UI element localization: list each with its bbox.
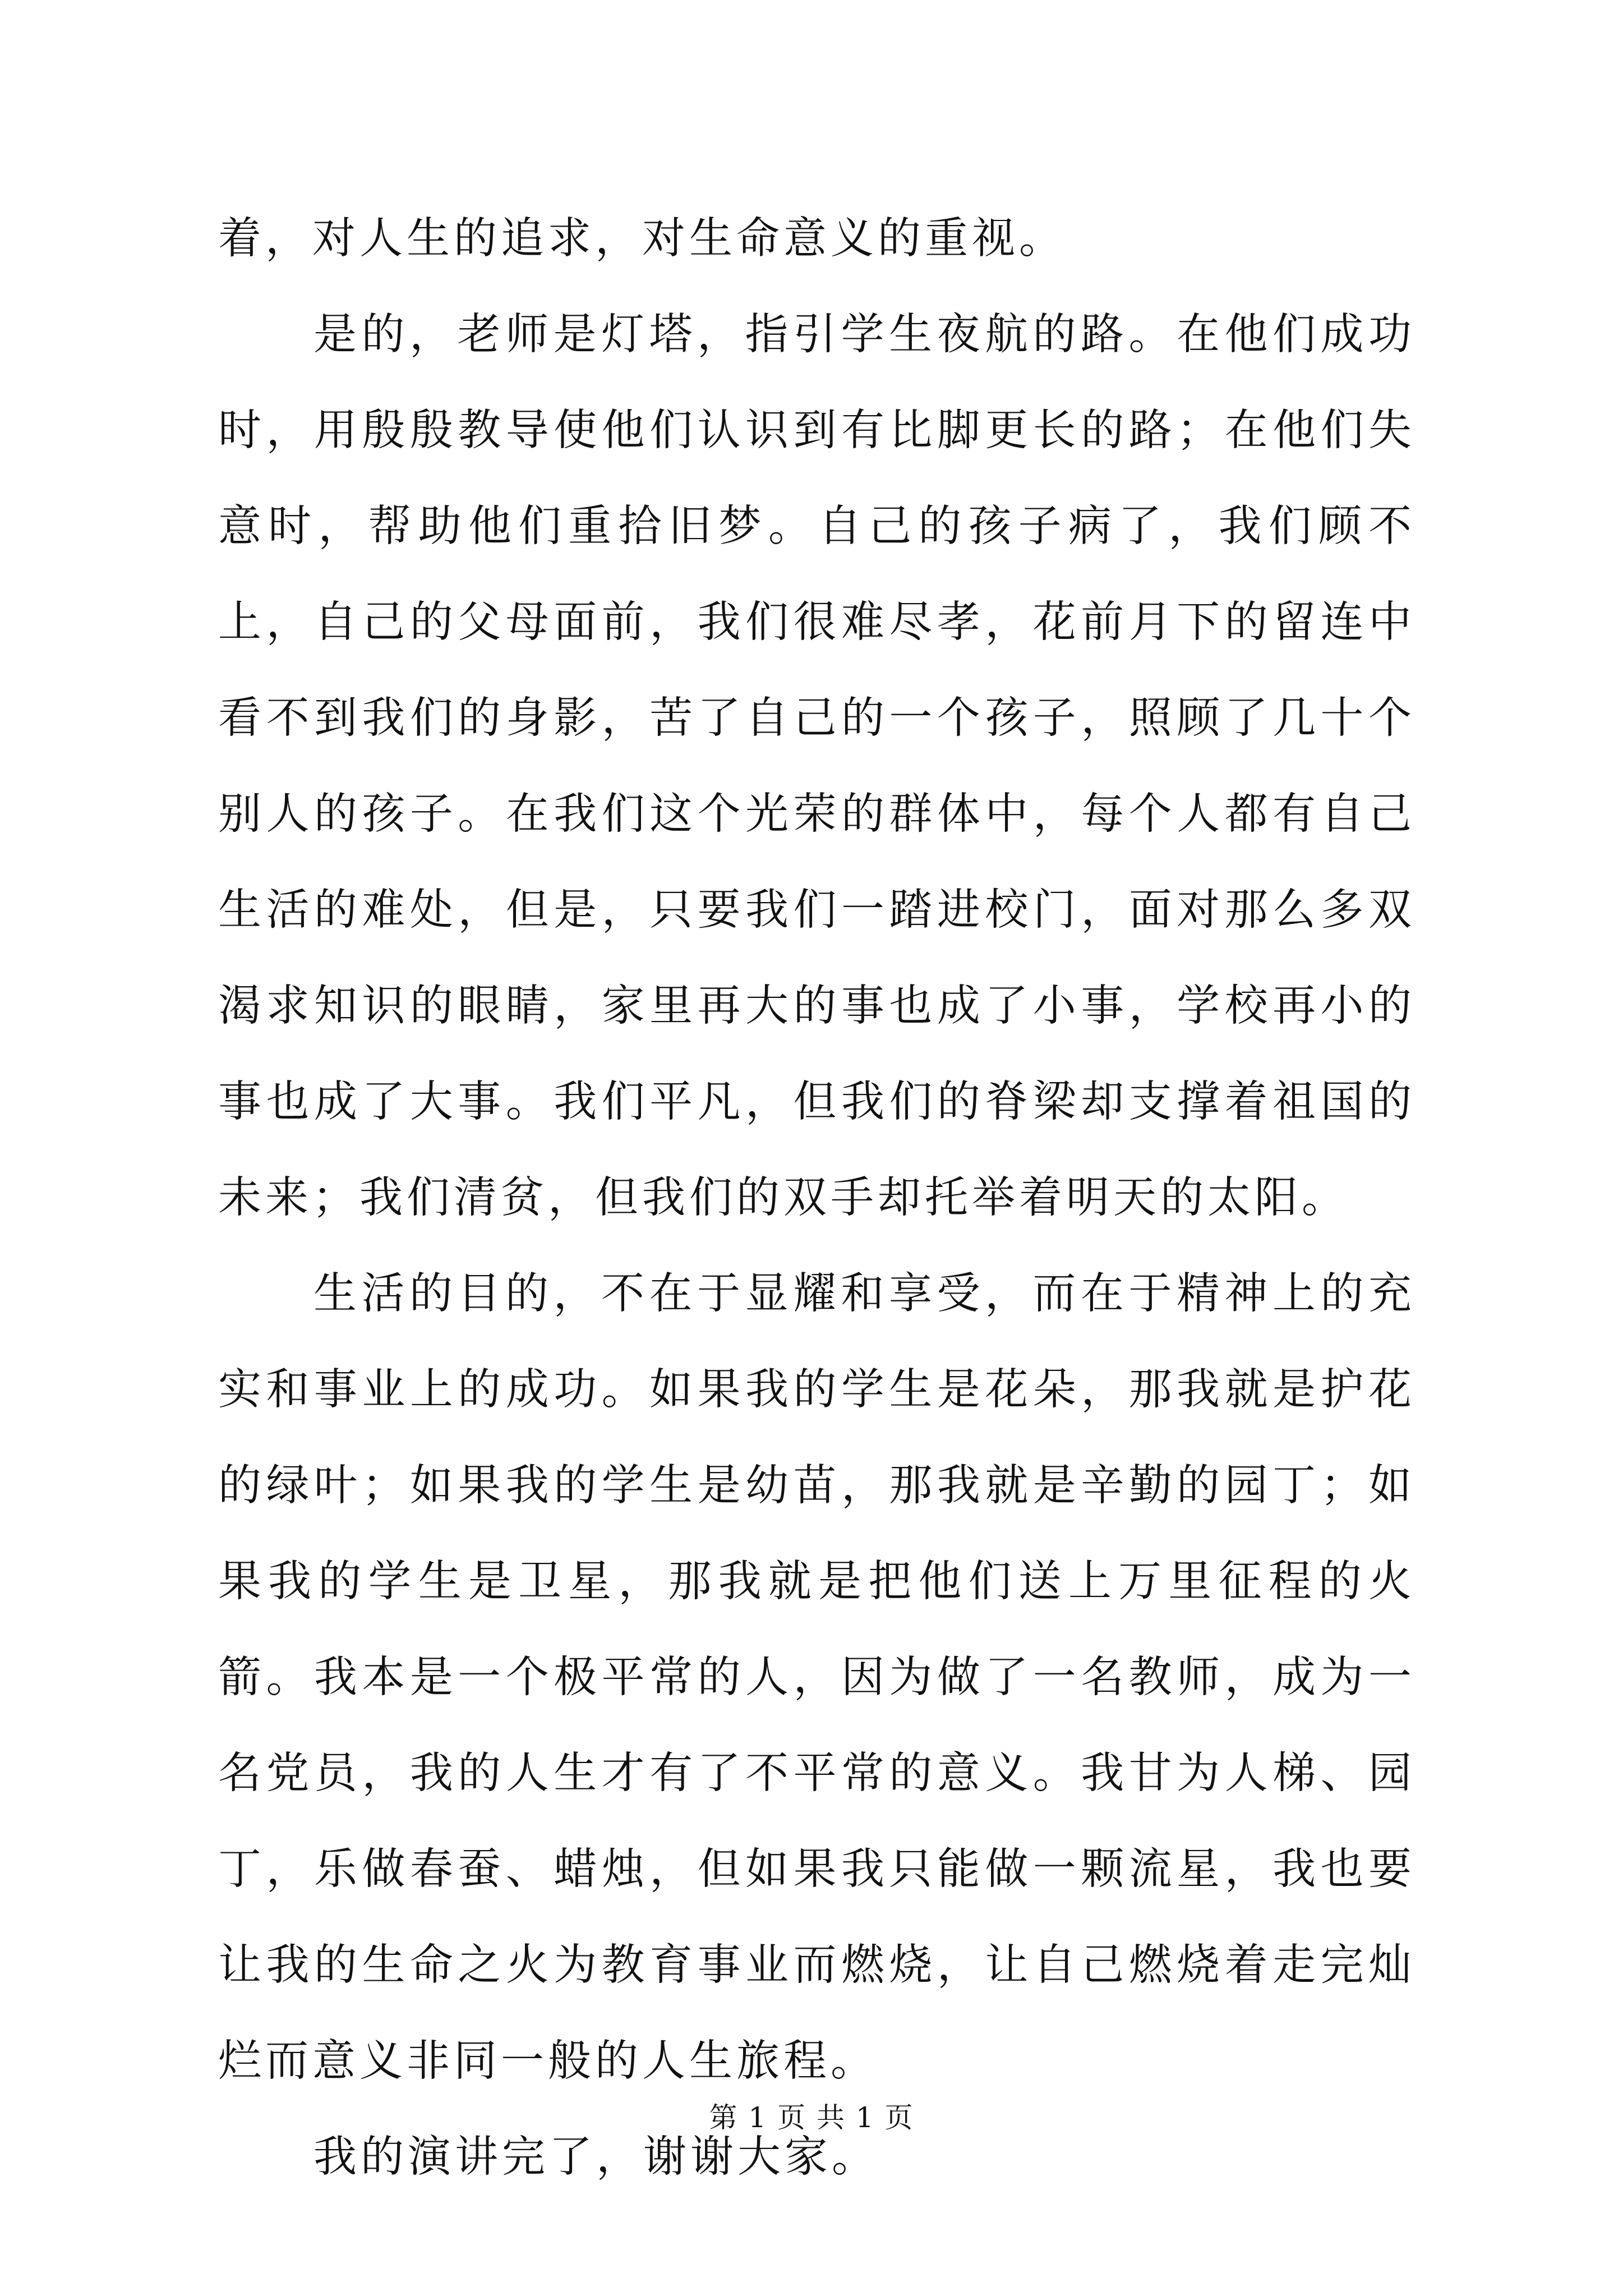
paragraph-teacher-lighthouse: 是的，老师是灯塔，指引学生夜航的路。在他们成功时，用殷殷教导使他们认识到有比脚更长的路；在他们失意时，帮助他们重拾旧梦。自己的孩子病了，我们顾不上，自己的父母面前，我们很难尽孝，花前月下的留连中看不到我们的身影，苦了自己的一个孩子，照顾了几十个别人的孩子。在我们这个光荣的群体中，每个人都有自己生活的难处，但是，只要我们一踏进校门，面对那么多双渴求知识的眼睛，家里再大的事也成了小事，学校再小的事也成了大事。我们平凡，但我们的脊梁却支撑着祖国的未来；我们清贫，但我们的双手却托举着明天的太阳。 (218, 310, 1415, 1223)
paragraph-purpose-of-life: 生活的目的，不在于显耀和享受，而在于精神上的充实和事业上的成功。如果我的学生是花朵，那我就是护花的绿叶；如果我的学生是幼苗，那我就是辛勤的园丁；如果我的学生是卫星，那我就是把他们送上万里征程的火箭。我本是一个极平常的人，因为做了一名教师，成为一名党员，我的人生才有了不平常的意义。我甘为人梯、园丁，乐做春蚕、蜡烛，但如果我只能做一颗流星，我也要让我的生命之火为教育事业而燃烧，让自己燃烧着走完灿烂而意义非同一般的人生旅程。 (218, 1269, 1415, 2086)
paragraph-closing: 我的演讲完了，谢谢大家。 (313, 2132, 879, 2182)
page-footer: 第 1 页 共 1 页 (709, 2101, 914, 2134)
paragraph-continuation: 着，对人生的追求，对生命意义的重视。 (218, 214, 1066, 264)
document-body (218, 191, 1415, 2205)
